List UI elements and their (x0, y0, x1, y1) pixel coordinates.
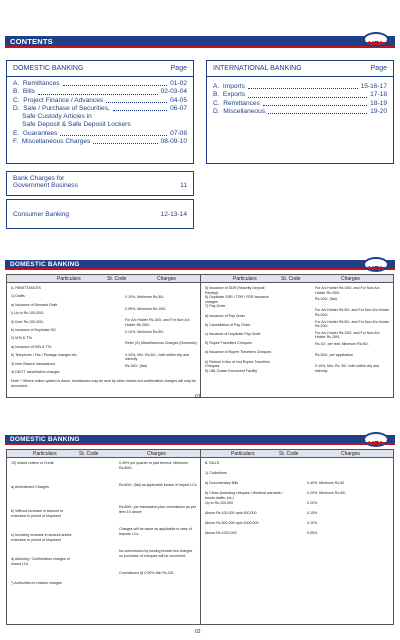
table-cell: 1) Collections (205, 471, 227, 475)
col-charges: Charges (341, 451, 360, 457)
table-cell: Rs.600/- (flat) as applicable incase of import LCs (119, 483, 197, 487)
table-cell: a) Issuance of Rupee Travellers Cheques (205, 350, 272, 355)
table-cell: 6) Duplicate SDR / TDR / FDR Issuance charges (205, 295, 269, 304)
table-cell: For A/c Holder Rs.150/- and For Non A/c Holder Rs.250/- (125, 318, 190, 327)
table-cell: b) Clean (including cheques / dividend warrants / bonds drafts, etc.) (205, 491, 283, 500)
page01-table (6, 274, 394, 398)
table-cell: 0.10%, Minimum Rs.50/- (125, 329, 165, 334)
page01-note: Note: * Where online system is down, remittances may be sent by other means but confirmation charges will only be recovered. (11, 379, 196, 388)
page02-right-header (201, 450, 393, 458)
toc-page: 02-03-04 (160, 88, 187, 96)
col-st-code: St. Code (107, 276, 127, 282)
table-cell: b) Without increase in amount or extension in period of shipment (11, 509, 63, 518)
toc-label: A. Remittances (13, 80, 60, 87)
table-cell: a) Issuance of Demand Draft (11, 302, 57, 307)
toc-page: 18-19 (370, 99, 387, 107)
domestic-banking-page-01 (0, 230, 400, 400)
table-cell: 0.10%, Minimum Rs.50/- (125, 295, 165, 299)
table-cell: 0.05%, Minimum Rs.100/- (125, 306, 167, 311)
table-cell: Up to Rs.100,000 (205, 501, 233, 505)
domestic-banking-box (6, 60, 194, 164)
domestic-toc-list (7, 77, 193, 149)
table-cell: Above Rs.500,000 upto 1000,000 (205, 521, 259, 525)
page-number-02: 02 (195, 629, 201, 635)
page02-left-header (7, 450, 200, 458)
table-cell: 4) DD/TT cancellation charges (11, 370, 60, 374)
table-cell: Rs.100/- (flat) (315, 297, 337, 302)
domestic-page-label: Page (170, 65, 187, 72)
col-charges: Charges (341, 276, 360, 282)
toc-label: A. Imports (213, 83, 245, 90)
table-cell: a) Documentary Bills (205, 481, 239, 485)
table-cell: For A/c Holder Rs.150/- and For Non A/c Holder Rs.250/- (315, 286, 380, 295)
page02-header-bar (5, 435, 395, 445)
ubl-logo (363, 432, 389, 447)
col-particulars: Particulars (57, 276, 81, 282)
toc-label: Safe Deposit & Safe Deposit Lockers (13, 121, 131, 129)
page02-table (6, 449, 394, 625)
toc-row (213, 100, 387, 108)
toc-row (13, 88, 187, 96)
toc-label: F. Miscellaneous Charges (13, 138, 91, 146)
table-cell: Above Rs.100,000 upto 500,000 (205, 511, 257, 515)
toc-row (13, 97, 187, 105)
col-charges: Charges (147, 451, 166, 457)
domestic-banking-header (7, 61, 193, 77)
table-cell: B. BILLS (205, 461, 220, 465)
toc-label: C. Project Finance / Advances (13, 96, 104, 104)
table-cell: 1) Drafts (11, 294, 25, 299)
col-particulars: Particulars (233, 276, 257, 282)
table-cell: c) Involving increase in amount and/or extension in period of shipment (11, 533, 72, 542)
table-cell: 0.10%, Min. Rs. 50/- both within city and intercity (315, 364, 380, 373)
toc-row (13, 130, 187, 138)
table-cell: *) Authorities to reclaim charges (11, 581, 62, 585)
page-number-01: 01 (195, 394, 201, 400)
consumer-banking-page: 12-13-14 (160, 210, 187, 218)
table-cell: 3) Inter Branch transactions (11, 361, 56, 366)
domestic-banking-title: DOMESTIC BANKING (13, 65, 84, 72)
table-cell: For A/c Holder Rs.50/- and For Non A/c Holder Rs.200/- (315, 308, 390, 317)
toc-page: 06-07 (170, 104, 187, 112)
table-cell: b) Telephone / Fax / Postage charges etc. (11, 353, 78, 358)
table-cell: 0.40%, Minimum Rs.50 (307, 481, 345, 485)
ubl-logo (363, 257, 389, 272)
contents-page (0, 0, 400, 200)
page02-title: DOMESTIC BANKING (10, 436, 80, 443)
table-cell: Refer (G) Miscellaneous Charges (Domestic) (125, 341, 197, 345)
table-cell: No commission by issuing branch but charges on purchase of cheques will be recovered (119, 549, 193, 558)
international-banking-header (207, 61, 393, 77)
table-cell: 0.10%, Min. Rs.50/-, both within city and intercity (125, 352, 190, 361)
table-cell: c) Issuance of Duplicate Pay Order (205, 332, 261, 336)
toc-row (213, 83, 387, 91)
col-charges: Charges (157, 276, 176, 282)
international-page-label: Page (370, 65, 387, 72)
table-cell: b) Refund in lieu of lost Rupee Travellers Cheques (205, 359, 270, 369)
table-cell: Rs.150/- (flat) (125, 364, 147, 368)
toc-page: 19-20 (370, 107, 387, 115)
page01-header-bar (5, 260, 395, 270)
col-particulars: Particulars (231, 451, 255, 457)
table-cell: For A/c Holder Rs.50/- and For Non A/c Holder Rs.200/- (315, 319, 390, 329)
government-business-box (6, 171, 194, 196)
page01-left-header (7, 275, 200, 283)
table-cell: 0.40% per quarter or part thereof, Minimum Rs.800/- (119, 461, 188, 470)
table-cell: Above Rs.1000,000 (205, 531, 237, 535)
toc-page: 07-08 (170, 129, 187, 137)
toc-row (13, 113, 187, 121)
contents-title: CONTENTS (10, 37, 53, 46)
table-cell: a) Amendment Charges (11, 485, 49, 489)
table-cell: Rs.10/- per leaf, Minimum Rs.50/- (315, 342, 369, 346)
toc-label: E. Guarantees (13, 129, 58, 137)
table-cell: A. REMITTANCES (11, 286, 41, 290)
table-cell: 0.15% (307, 511, 318, 515)
toc-label: B. Bills (13, 88, 35, 96)
table-cell: Commission @ 0.50% Min Rs.201 (119, 571, 174, 575)
toc-row (13, 138, 187, 146)
toc-page: 04-05 (170, 96, 187, 104)
table-cell: 7) Pay Order (205, 304, 226, 309)
government-business-line1: Bank Charges for (13, 175, 65, 182)
government-business-page: 11 (180, 182, 187, 189)
table-cell: ii) Over Rs.100,000/- (11, 319, 45, 324)
consumer-banking-box (6, 199, 194, 229)
table-cell: 0.05% (307, 531, 318, 535)
table-cell: d) Advising / Confirmation charges of Inland LCs (11, 557, 70, 566)
col-particulars: Particulars (33, 451, 57, 457)
toc-page: 08-09-10 (160, 138, 187, 146)
domestic-banking-page-02 (0, 425, 400, 640)
toc-label: Safe Custody Articles in (13, 113, 92, 121)
international-banking-title: INTERNATIONAL BANKING (213, 65, 302, 72)
toc-row (13, 105, 187, 113)
toc-label: C. Remittances (213, 99, 260, 107)
page01-title: DOMESTIC BANKING (10, 261, 80, 268)
table-cell: 0.20%, Minimum Rs.50/- (307, 491, 347, 495)
table-cell: 8) Rupee Travellers Cheques (205, 341, 252, 346)
contents-header-bar (5, 36, 395, 48)
international-banking-box (206, 60, 394, 164)
toc-label: D. Miscellaneous (213, 107, 266, 115)
table-cell: 2) MTs & TTs (11, 336, 32, 341)
table-cell: For A/c Holder Rs.150/- and For Non A/c Holder Rs.250/- (315, 330, 380, 340)
consumer-banking-label: Consumer Banking (13, 210, 70, 218)
toc-row (213, 91, 387, 99)
table-cell: a) Issuance of Pay Order (205, 313, 245, 318)
table-cell: Charges will be same as applicable in case of Imports LCs (119, 527, 192, 536)
toc-label: B. Exports (213, 91, 246, 99)
table-cell: 9) UBL Drawn Document Facility (205, 368, 257, 373)
col-st-code: St. Code (281, 276, 301, 282)
page01-right-header (201, 275, 393, 283)
table-cell: Rs.300/- per application (315, 353, 353, 358)
table-cell: 0.10% (307, 521, 318, 525)
toc-row (213, 108, 387, 116)
toc-page: 01-02 (170, 80, 187, 87)
table-cell: a) Issuance of MTs & TTs (11, 344, 52, 349)
toc-label: D. Sale / Purchase of Securities, (13, 104, 110, 112)
table-cell: b) Cancellation of Pay Order (205, 322, 251, 327)
ubl-logo (363, 32, 389, 47)
table-cell: 0.20% (307, 501, 318, 505)
toc-page: 15-16-17 (360, 83, 387, 90)
table-cell: 10) Inland Letters of Credit (11, 461, 54, 465)
government-business-line2: Government Business (13, 182, 78, 189)
table-cell: b) Issuance of Duplicate DD (11, 328, 56, 332)
table-cell: 5) Issuance of SDR (Security Deposit Receipt) (205, 286, 265, 295)
table-cell: Rs.800/- per transaction plus commission as per item 10 above (119, 505, 196, 514)
toc-row (13, 121, 187, 129)
toc-page: 17-18 (370, 91, 387, 99)
col-st-code: St. Code (79, 451, 99, 457)
col-st-code: St. Code (279, 451, 299, 457)
international-toc-list (207, 77, 393, 119)
table-cell: i) Up to Rs.100,000/- (11, 311, 45, 316)
toc-row (13, 80, 187, 88)
